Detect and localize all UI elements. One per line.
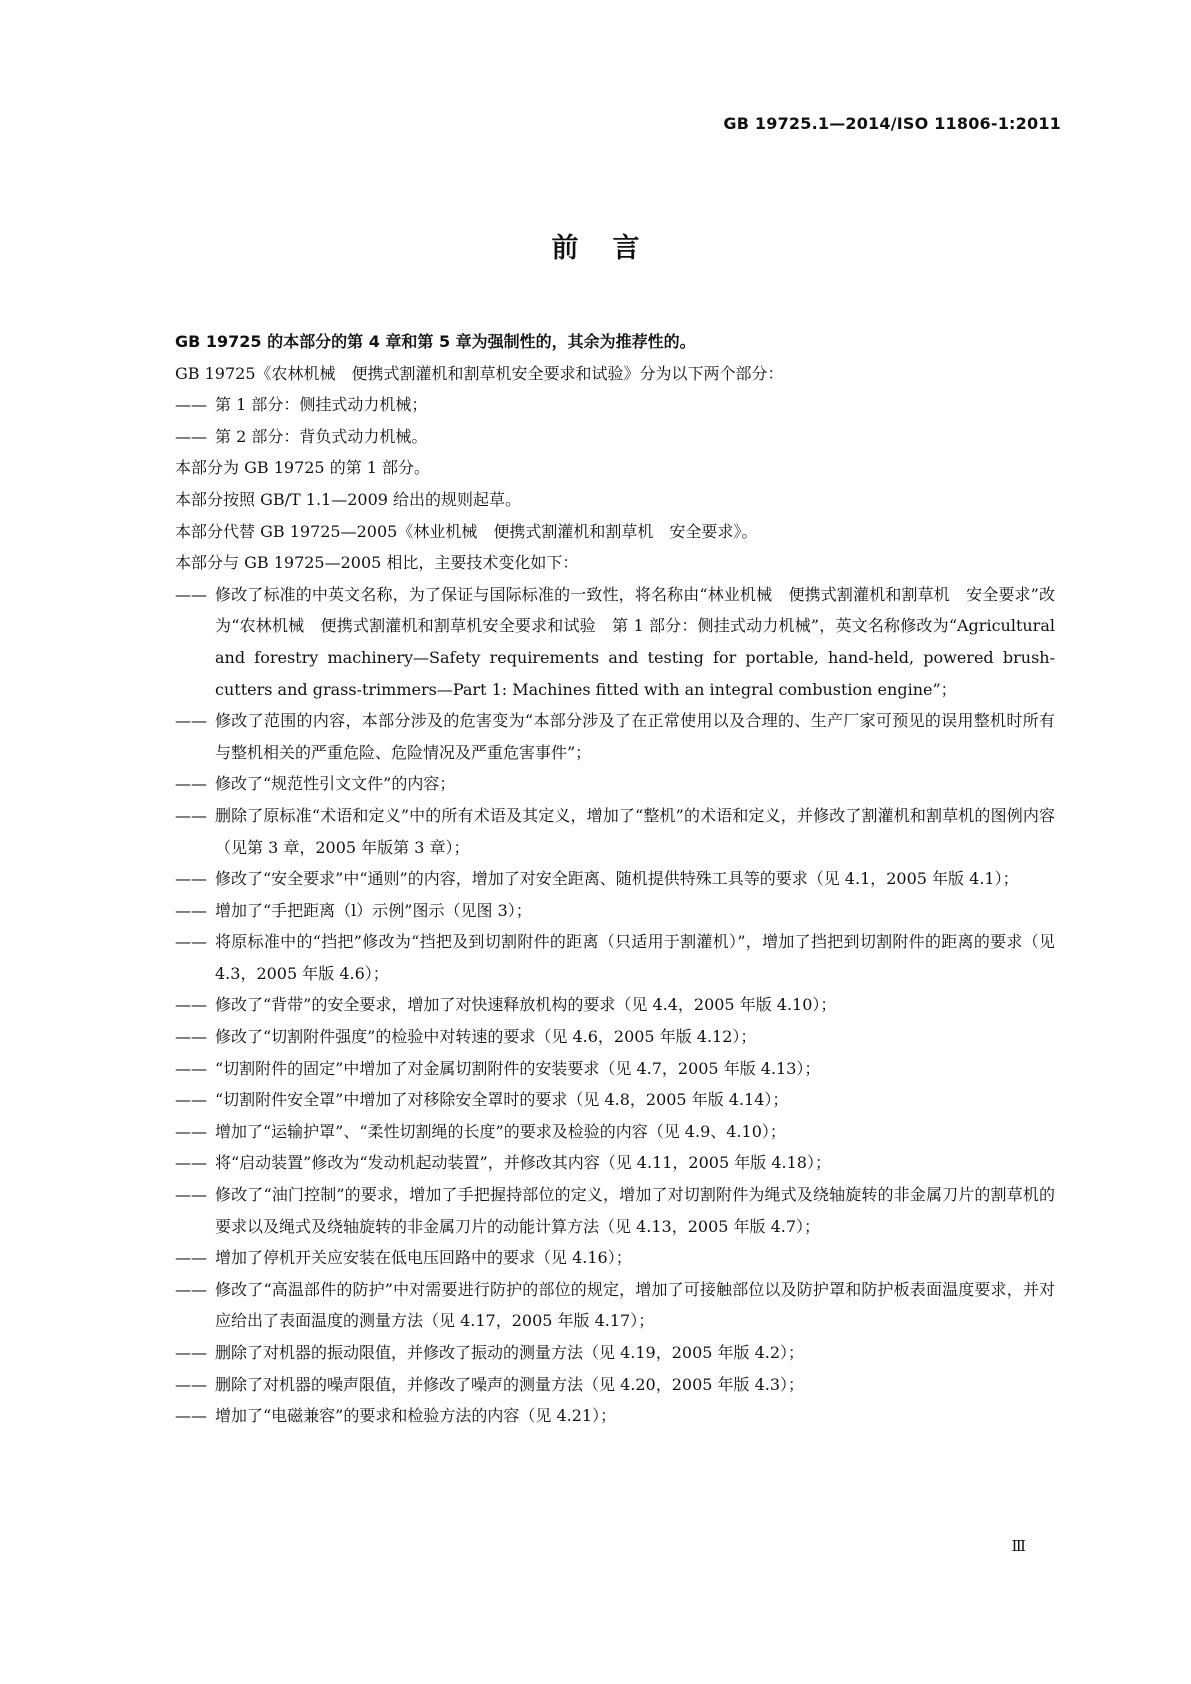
change-item bbox=[175, 705, 1055, 768]
dash-marker: —— bbox=[175, 1153, 207, 1173]
change-item bbox=[175, 1400, 1055, 1432]
dash-marker: —— bbox=[175, 1058, 207, 1078]
dash-marker: —— bbox=[175, 395, 207, 415]
change-text: 删除了原标准“术语和定义”中的所有术语及其定义，增加了“整机”的术语和定义，并修改了割灌机和割草机的图例内容（见第 3 章，2005 年版第 3 章）； bbox=[215, 805, 1055, 857]
change-text: 修改了“安全要求”中“通则”的内容，增加了对安全距离、随机提供特殊工具等的要求（见 4.1，2005 年版 4.1）； bbox=[215, 869, 1019, 889]
change-text: 修改了“高温部件的防护”中对需要进行防护的部位的规定，增加了可接触部位以及防护罩和防护板表面温度要求，并对应给出了表面温度的测量方法（见 4.17，2005 年版 4.17）； bbox=[215, 1279, 1055, 1331]
dash-marker: —— bbox=[175, 774, 207, 794]
dash-marker: —— bbox=[175, 995, 207, 1015]
change-item bbox=[175, 1369, 1055, 1401]
change-item bbox=[175, 863, 1055, 895]
change-item bbox=[175, 768, 1055, 800]
dash-marker: —— bbox=[175, 1248, 207, 1268]
change-item bbox=[175, 1147, 1055, 1179]
dash-marker: —— bbox=[175, 1406, 207, 1426]
change-item bbox=[175, 1116, 1055, 1148]
change-item bbox=[175, 926, 1055, 989]
foreword-body bbox=[175, 326, 1055, 1432]
change-text: “切割附件安全罩”中增加了对移除安全罩时的要求（见 4.8，2005 年版 4.14）； bbox=[215, 1090, 789, 1110]
changes-intro: 本部分与 GB 19725—2005 相比，主要技术变化如下： bbox=[175, 553, 579, 573]
change-item bbox=[175, 895, 1055, 927]
dash-marker: —— bbox=[175, 900, 207, 920]
change-item bbox=[175, 579, 1055, 705]
dash-marker: —— bbox=[175, 426, 207, 446]
change-text: 删除了对机器的振动限值，并修改了振动的测量方法（见 4.19，2005 年版 4.2）； bbox=[215, 1343, 805, 1362]
change-item bbox=[175, 989, 1055, 1021]
part-statement: 本部分为 GB 19725 的第 1 部分。 bbox=[175, 458, 431, 478]
change-text: 修改了“背带”的安全要求，增加了对快速释放机构的要求（见 4.4，2005 年版 4.10）； bbox=[215, 995, 837, 1015]
part-list-text: 第 1 部分：侧挂式动力机械； bbox=[215, 395, 428, 415]
dash-marker: —— bbox=[175, 584, 207, 604]
page-number: Ⅲ bbox=[1011, 1537, 1026, 1555]
change-text: 修改了标准的中英文名称，为了保证与国际标准的一致性，将名称由“林业机械 便携式割灌机和割草机 安全要求”改为“农林机械 便携式割灌机和割草机安全要求和试验 第 1 部分：侧挂式动力机械”，英文名称修改为“Agricultural and forestry machinery—Safety requirements and testing for portable, hand-held, powered brush-cutters and grass-trimmers—Part 1: Machines fitted with an integral combustion engine”； bbox=[215, 584, 1055, 699]
dash-marker: —— bbox=[175, 805, 207, 825]
dash-marker: —— bbox=[175, 1279, 207, 1299]
dash-marker: —— bbox=[175, 1343, 207, 1362]
dash-marker: —— bbox=[175, 1027, 207, 1047]
changes-list bbox=[175, 579, 1055, 1432]
dash-marker: —— bbox=[175, 1090, 207, 1110]
change-item bbox=[175, 1337, 1055, 1369]
change-item bbox=[175, 1274, 1055, 1337]
change-item bbox=[175, 1084, 1055, 1116]
dash-marker: —— bbox=[175, 1374, 207, 1394]
standard-parts-intro: GB 19725《农林机械 便携式割灌机和割草机安全要求和试验》分为以下两个部分： bbox=[175, 363, 784, 383]
change-text: 增加了“运输护罩”、“柔性切割绳的长度”的要求及检验的内容（见 4.9、4.10）； bbox=[215, 1121, 786, 1141]
change-item bbox=[175, 1179, 1055, 1242]
change-text: 修改了“规范性引文文件”的内容； bbox=[215, 774, 456, 794]
dash-marker: —— bbox=[175, 869, 207, 889]
change-text: 删除了对机器的噪声限值，并修改了噪声的测量方法（见 4.20，2005 年版 4.3）； bbox=[215, 1374, 805, 1394]
change-text: “切割附件的固定”中增加了对金属切割附件的安装要求（见 4.7，2005 年版 4.13）； bbox=[215, 1058, 821, 1078]
change-item bbox=[175, 1242, 1055, 1274]
dash-marker: —— bbox=[175, 711, 207, 731]
dash-marker: —— bbox=[175, 1121, 207, 1141]
change-text: 增加了“电磁兼容”的要求和检验方法的内容（见 4.21）； bbox=[215, 1406, 617, 1426]
change-item bbox=[175, 800, 1055, 863]
change-item bbox=[175, 1053, 1055, 1085]
replacement-statement: 本部分代替 GB 19725—2005《林业机械 便携式割灌机和割草机 安全要求》。 bbox=[175, 521, 758, 541]
change-text: 增加了“手把距离（l）示例”图示（见图 3）； bbox=[215, 900, 532, 920]
dash-marker: —— bbox=[175, 932, 207, 952]
standard-number-header: GB 19725.1—2014/ISO 11806-1:2011 bbox=[723, 114, 1061, 133]
change-text: 增加了停机开关应安装在低电压回路中的要求（见 4.16）； bbox=[215, 1248, 632, 1268]
mandatory-statement: GB 19725 的本部分的第 4 章和第 5 章为强制性的，其余为推荐性的。 bbox=[175, 332, 696, 351]
part-list-item bbox=[175, 421, 1055, 453]
part-list-text: 第 2 部分：背负式动力机械。 bbox=[215, 426, 428, 446]
change-text: 修改了“油门控制”的要求，增加了手把握持部位的定义，增加了对切割附件为绳式及绕轴旋转的非金属刀片的割草机的要求以及绳式及绕轴旋转的非金属刀片的动能计算方法（见 4.13，2005 年版 4.7）； bbox=[215, 1185, 1055, 1236]
change-text: 将“启动装置”修改为“发动机起动装置”，并修改其内容（见 4.11，2005 年版 4.18）； bbox=[215, 1153, 831, 1173]
part-list-item bbox=[175, 389, 1055, 421]
change-text: 修改了范围的内容，本部分涉及的危害变为“本部分涉及了在正常使用以及合理的、生产厂家可预见的误用整机时所有与整机相关的严重危险、危险情况及严重危害事件”； bbox=[215, 711, 1055, 762]
change-item bbox=[175, 1021, 1055, 1053]
dash-marker: —— bbox=[175, 1185, 207, 1205]
drafting-rules-statement: 本部分按照 GB/T 1.1—2009 给出的规则起草。 bbox=[175, 489, 522, 509]
change-text: 修改了“切割附件强度”的检验中对转速的要求（见 4.6，2005 年版 4.12）； bbox=[215, 1027, 757, 1047]
page-title: 前言 bbox=[551, 233, 674, 264]
change-text: 将原标准中的“挡把”修改为“挡把及到切割附件的距离（只适用于割灌机）”，增加了挡把到切割附件的距离的要求（见 4.3，2005 年版 4.6）； bbox=[215, 932, 1055, 983]
